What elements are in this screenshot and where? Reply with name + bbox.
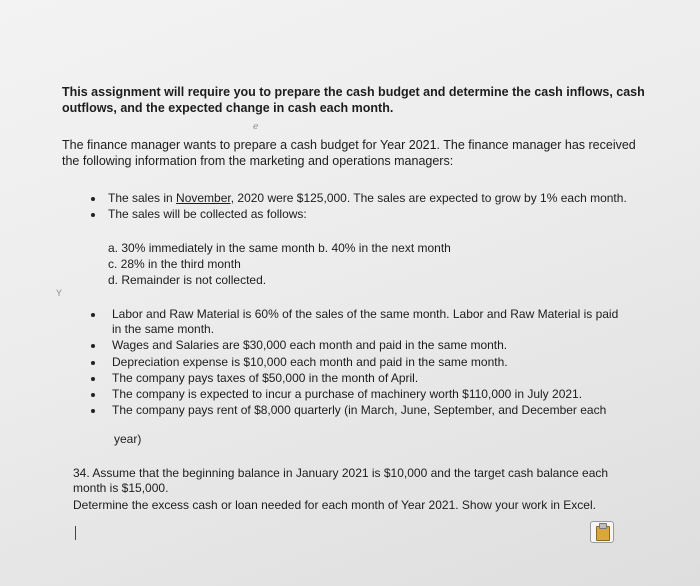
- bullet-dot: [91, 344, 95, 348]
- intro-line-2: outflows, and the expected change in cash each month.: [62, 101, 394, 115]
- sales-bullet-1: The sales in November, 2020 were $125,000. The sales are expected to grow by 1% each month.: [108, 191, 627, 205]
- intro-line-1: This assignment will require you to prepare the cash budget and determine the cash inflows, cash: [62, 85, 645, 99]
- november-link: November,: [176, 191, 235, 205]
- context-line-1: The finance manager wants to prepare a cash budget for Year 2021. The finance manager has received: [62, 138, 636, 152]
- text-cursor-icon: [75, 526, 76, 540]
- rent-line-1: The company pays rent of $8,000 quarterly (in March, June, September, and December each: [112, 403, 607, 417]
- labor-line-1: Labor and Raw Material is 60% of the sales of the same month. Labor and Raw Material is paid: [112, 307, 619, 321]
- depreciation-line: Depreciation expense is $10,000 each month and paid in the same month.: [112, 355, 508, 369]
- taxes-line: The company pays taxes of $50,000 in the month of April.: [112, 371, 419, 385]
- context-line-2: the following information from the marketing and operations managers:: [62, 154, 454, 168]
- collection-line-3: d. Remainder is not collected.: [108, 273, 267, 287]
- machinery-line: The company is expected to incur a purchase of machinery worth $110,000 in July 2021.: [112, 387, 583, 401]
- bullet-dot: [91, 409, 95, 413]
- rent-line-2: year): [114, 432, 142, 446]
- question-line-3: Determine the excess cash or loan needed for each month of Year 2021. Show your work in Excel.: [73, 498, 596, 512]
- bullet-dot: [91, 361, 95, 365]
- stray-mark: ℯ: [253, 121, 259, 131]
- bullet-dot: [91, 197, 95, 201]
- bullet-dot: [91, 377, 95, 381]
- wages-line: Wages and Salaries are $30,000 each month and paid in the same month.: [112, 338, 508, 352]
- bullet-dot: [91, 393, 95, 397]
- clipboard-icon[interactable]: [590, 521, 614, 543]
- collection-line-1: a. 30% immediately in the same month b. 40% in the next month: [108, 241, 451, 255]
- bullet-dot: [91, 213, 95, 217]
- collection-line-2: c. 28% in the third month: [108, 257, 241, 271]
- question-line-1: 34. Assume that the beginning balance in January 2021 is $10,000 and the target cash balance each: [73, 466, 609, 480]
- bullet-dot: [91, 313, 95, 317]
- sales-bullet-2: The sales will be collected as follows:: [108, 207, 307, 221]
- labor-line-2: in the same month.: [112, 322, 215, 336]
- stray-mark: Y: [56, 288, 63, 298]
- question-line-2: month is $15,000.: [73, 481, 169, 495]
